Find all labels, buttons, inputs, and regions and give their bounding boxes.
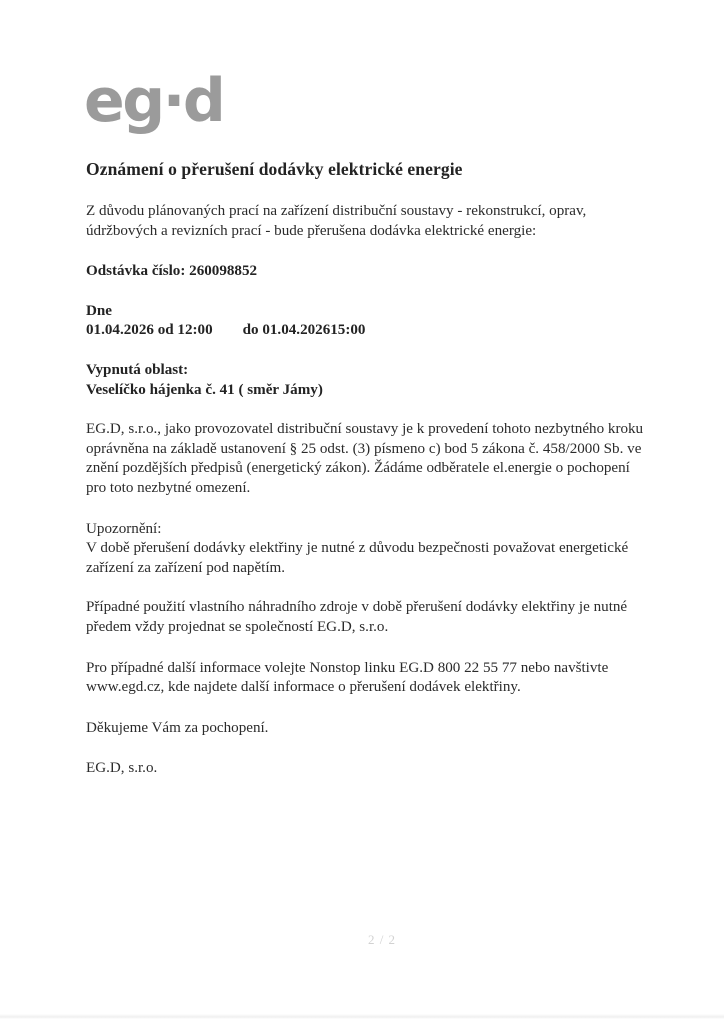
affected-area-label: Vypnutá oblast: — [86, 361, 189, 378]
egd-logo-wordmark: eg·d — [84, 66, 224, 136]
notice-text: V době přerušení dodávky elektřiny je nutné z důvodu bezpečnosti považovat energetické zařízení za zařízení pod napětím. — [86, 540, 629, 576]
egd-logo — [84, 66, 384, 136]
date-label: Dne — [86, 302, 112, 319]
outage-number-label: Odstávka číslo: 260098852 — [86, 263, 258, 280]
date-to: do 01.04.202615:00 — [242, 322, 366, 339]
notice-label: Upozornění: — [86, 520, 162, 537]
scan-edge-artifact — [0, 1014, 724, 1019]
thanks-paragraph: Děkujeme Vám za pochopení. — [86, 719, 269, 736]
signature: EG.D, s.r.o. — [86, 760, 158, 777]
outage-date-block — [86, 302, 652, 341]
date-range — [86, 321, 652, 341]
notice-block — [86, 520, 652, 579]
contact-paragraph: Pro případné další informace volejte Nonstop linku EG.D 800 22 55 77 nebo navštivte www.egd.cz, kde najdete další informace o přerušení dodávek elektřiny. — [86, 659, 609, 696]
outage-number-block — [86, 262, 652, 282]
date-from: 01.04.2026 od 12:00 — [86, 322, 213, 339]
affected-area-value: Veselíčko hájenka č. 41 ( směr Jámy) — [86, 381, 323, 398]
legal-paragraph: EG.D, s.r.o., jako provozovatel distribuční soustavy je k provedení tohoto nezbytného kroku oprávněna na základě ustanovení § 25 odst. (3) písmeno c) bod 5 zákona č. 458/2000 Sb. ve znění pozdějších předpisů (energetický zákon). Žádáme odběratele el.energie o pochopení pro toto nezbytné omezení. — [86, 421, 644, 496]
backup-source-paragraph: Případné použití vlastního náhradního zdroje v době přerušení dodávky elektřiny je nutné předem vždy projednat se společností EG.D, s.r.o. — [86, 599, 628, 635]
page-title: Oznámení o přerušení dodávky elektrické energie — [86, 159, 463, 179]
intro-paragraph: Z důvodu plánovaných prací na zařízení distribuční soustavy - rekonstrukcí, oprav, údržbových a revizních prací - bude přerušena dodávka elektrické energie: — [86, 203, 587, 239]
page-number: 2 / 2 — [367, 932, 397, 947]
document-body — [86, 158, 652, 800]
affected-area-block — [86, 361, 652, 400]
